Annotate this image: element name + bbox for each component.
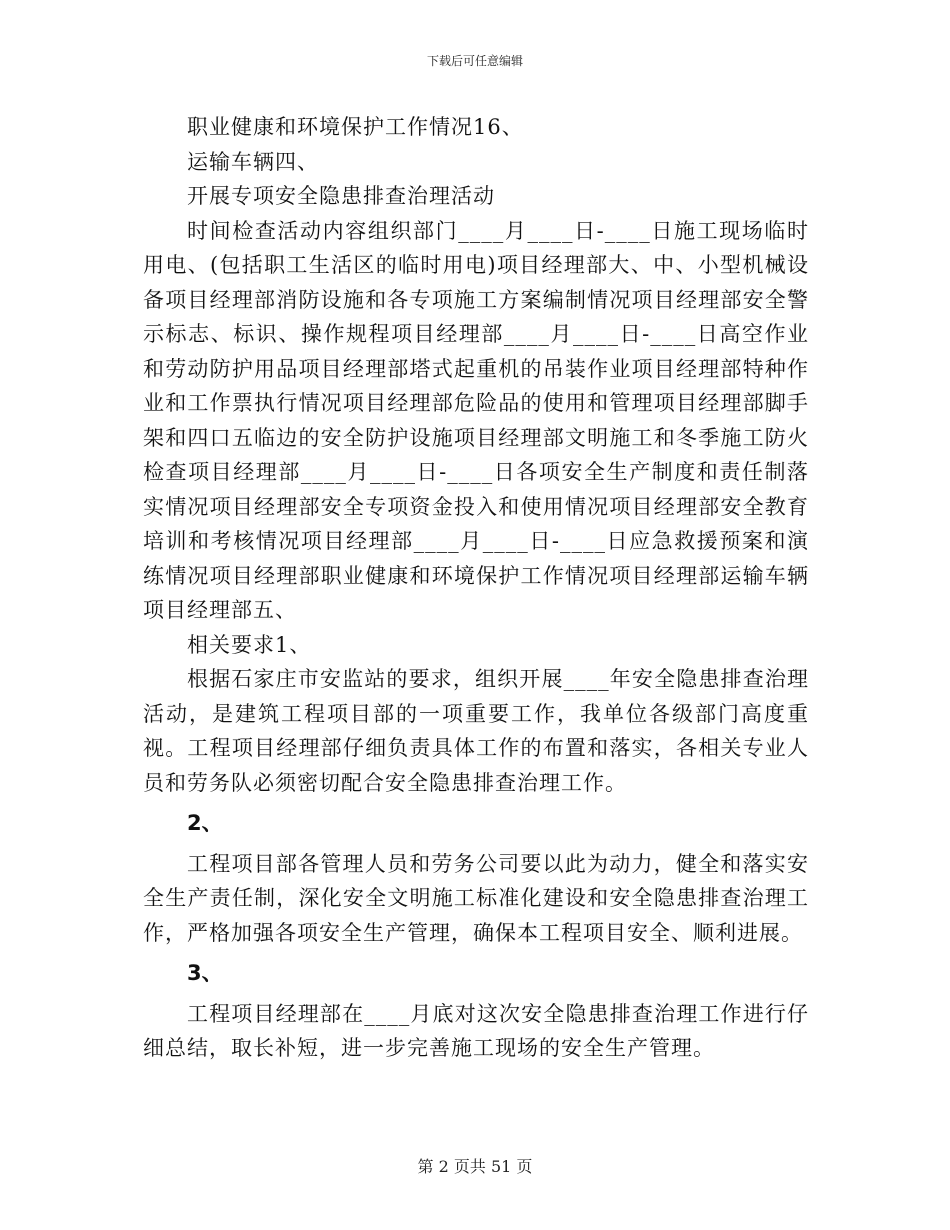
- paragraph: 工程项目经理部在____月底对这次安全隐患排查治理工作进行仔细总结，取长补短，进一步完善施工现场的安全生产管理。: [143, 1001, 809, 1060]
- document-body: [143, 110, 809, 1066]
- paragraph: 工程项目部各管理人员和劳务公司要以此为动力，健全和落实安全生产责任制，深化安全文明施工标准化建设和安全隐患排查治理工作，严格加强各项安全生产管理，确保本工程项目安全、顺利进展。: [143, 851, 809, 945]
- section-number: 3、: [187, 961, 223, 985]
- paragraph: 职业健康和环境保护工作情况16、: [187, 115, 524, 139]
- paragraph: 运输车辆四、: [187, 149, 319, 174]
- page-header: 下载后可任意编辑: [426, 54, 523, 68]
- paragraph: 根据石家庄市安监站的要求，组织开展____年安全隐患排查治理活动，是建筑工程项目部的一项重要工作，我单位各级部门高度重视。工程项目经理部仔细负责具体工作的布置和落实，各相关专业人员和劳务队必须密切配合安全隐患排查治理工作。: [143, 667, 809, 795]
- section-number: 2、: [187, 811, 223, 835]
- paragraph: 时间检查活动内容组织部门____月____日-____日施工现场临时用电、(包括职工生活区的临时用电)项目经理部大、中、小型机械设备项目经理部消防设施和各专项施工方案编制情况项目经理部安全警示标志、标识、操作规程项目经理部____月____日-____日高空作业和劳动防护用品项目经理部塔式起重机的吊装作业项目经理部特种作业和工作票执行情况项目经理部危险品的使用和管理项目经理部脚手架和四口五临边的安全防护设施项目经理部文明施工和冬季施工防火检查项目经理部____月____日-____日各项安全生产制度和责任制落实情况项目经理部安全专项资金投入和使用情况项目经理部安全教育培训和考核情况项目经理部____月____日-____日应急救援预案和演练情况项目经理部职业健康和环境保护工作情况项目经理部运输车辆项目经理部五、: [143, 218, 809, 622]
- page-footer: 第 2 页共 51 页: [417, 1157, 533, 1176]
- paragraph: 相关要求1、: [187, 632, 312, 657]
- paragraph: 开展专项安全隐患排查治理活动: [187, 184, 495, 208]
